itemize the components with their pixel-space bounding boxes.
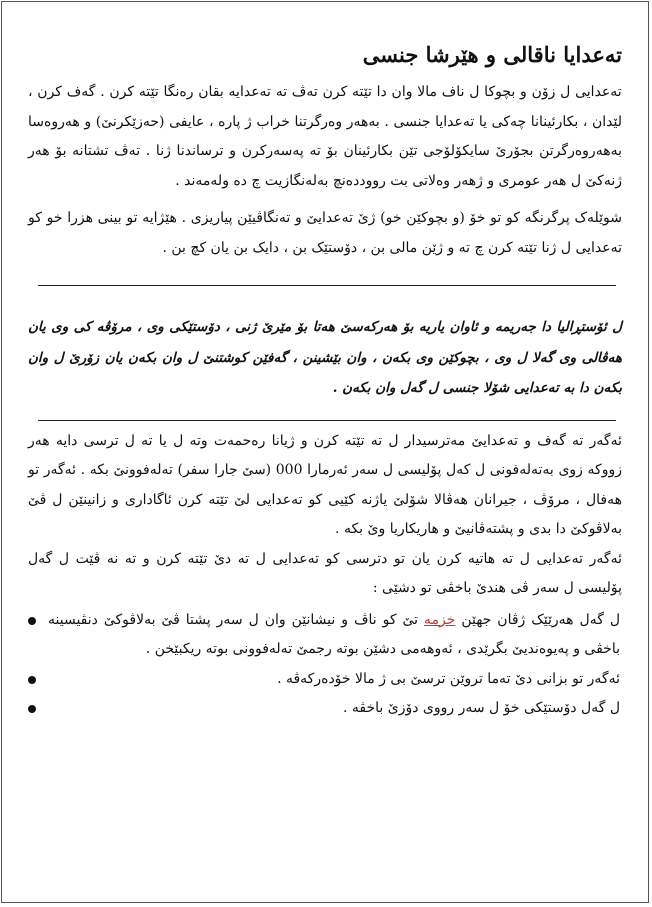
- law-notice-line: ل ئۆستڕالیا دا جەریمە و ئاوان یاریە بۆ هەرکەسێ هەتا بۆ مێرێ ژنی ، دۆستێکی وی ، مرۆڤە کی وی: [45, 319, 622, 335]
- law-notice-line: یان هەڤالی وی گەلا ل وی ، بچوکێن وی بکەن ، وان بێشینن ، گەفێن کوشتنێ ل وان بکەن یان زۆرێ: [28, 319, 622, 366]
- list-item-text: ل گەل دۆستێکی خۆ ل سەر رووی دۆزێ باخڤە .: [342, 700, 620, 716]
- law-notice-line: ل وان بکەن دا بە تەعدایی شۆلا جنسی ل گەل وان بکەن .: [28, 349, 622, 396]
- list-item: [24, 665, 626, 695]
- intro-paragraph: [24, 78, 626, 196]
- emergency-line: بدی و پشتەڤانیێ و هاریکاریا وێ بکە .: [335, 521, 552, 537]
- list-item: [24, 606, 626, 665]
- page-title: تەعدایا ناقالی و هێرشا جنسی: [362, 42, 622, 67]
- document-content: [24, 40, 626, 724]
- emergency-paragraph: [24, 427, 626, 545]
- safety-line: شوێلەک پرگرنگە کو تو خۆ (و بچوکێن خو) ژێ تەعدایێ و تەنگاڤیێن پیاریزی . هێژایە تو بینی هزرا خو: [41, 210, 622, 226]
- law-notice: [24, 312, 626, 404]
- intro-line: لێدان ، بکارئینانا چەکی یا تەعدایا جنسی . بەهەر وەرگرتنا خراب ژ پارە ، عایفی (حەزێکرنێ) و: [79, 113, 622, 130]
- emergency-line: مرۆڤ ، جیرانان هەڤالا شۆلێ یاژنە کێیی کو تەعدایی لێ تێتە کرن ئاگاداری و زانینێن ل ڤێ بەلاڤوکێ دا: [28, 491, 622, 537]
- intro-line: هەروەسا بەهەروەرگرتن بجۆرێ سایکۆلۆجی تێن بکارئینان بۆ تە پەسەرکرن و ترساندنا ژنا . تەڤ: [28, 113, 622, 159]
- list-item-text: ل گەل هەرێێک ژڤان جهێن: [455, 611, 620, 628]
- bullet-icon: [28, 617, 36, 625]
- options-list: [24, 606, 626, 724]
- list-item-text: تێ کو ناڤ و نیشانێن وان ل سەر پشتا ڤێ بەلاڤوکێ دنڤیسینە باخڤی و پەیوەندیێ بگرێدی ، ئەوهەمی دشێن بوتە رجمێ تەلەفوونی بوتە ریکبێخن .: [48, 611, 620, 657]
- intro-line: تشتانە بۆ هەر ژنەکێ ل هەر عومری و ژهەر وەلاتی بت رووددەنچ بەلەنگازیت چ دە ولەمەند .: [28, 143, 622, 189]
- document-page: [1, 1, 649, 903]
- options-line: ئەگەر تەعدایی ل تە هاتیە کرن یان تو دترسی کو تەعدایی ل تە دێ تێتە کرن و تە نە ڤێت ل گەل پۆلیسی ل: [28, 550, 622, 596]
- intro-line: تەعدایی ل زۆن و بچوکا ل ناف مالا وان دا تێتە کرن تەڤ تە تەعدایە بقان رەنگا تێتە کرن . گەف کرن ،: [28, 84, 622, 100]
- safety-line: کو تەعدایی ل ژنا تێتە کرن چ تە و ژێن مالی بن ، دۆستێک بن ، دایک بن یان کچ بن .: [28, 210, 622, 256]
- highlighted-word: خزمە: [423, 611, 456, 628]
- options-paragraph: [24, 545, 626, 604]
- bullet-icon: [28, 705, 36, 713]
- bullet-icon: [28, 676, 36, 684]
- list-item: [24, 694, 626, 724]
- options-line: سەر ڤی هندێ باخڤی تو دشێی :: [372, 580, 560, 596]
- safety-paragraph: [24, 204, 626, 263]
- emergency-line: ئەگەر تە گەف و تەعدایێ مەترسیدار ل تە تێتە کرن و ژیانا رەحمەت وتە ل یا تە ل ترسی دایە هەر زووکە زوی: [28, 432, 622, 478]
- emergency-line: بەتەلەفونی ل کەل پۆلیسی ل سەر ئەرمارا 000 (سێ جارا سفر) تەلەفوونێ بکە . ئەگەر تو هەفال ،: [28, 462, 623, 508]
- list-item-text: ئەگەر تو بزانی دێ تەما تروێن ترسێ بی ژ مالا خۆدەرکەڤە .: [277, 670, 620, 687]
